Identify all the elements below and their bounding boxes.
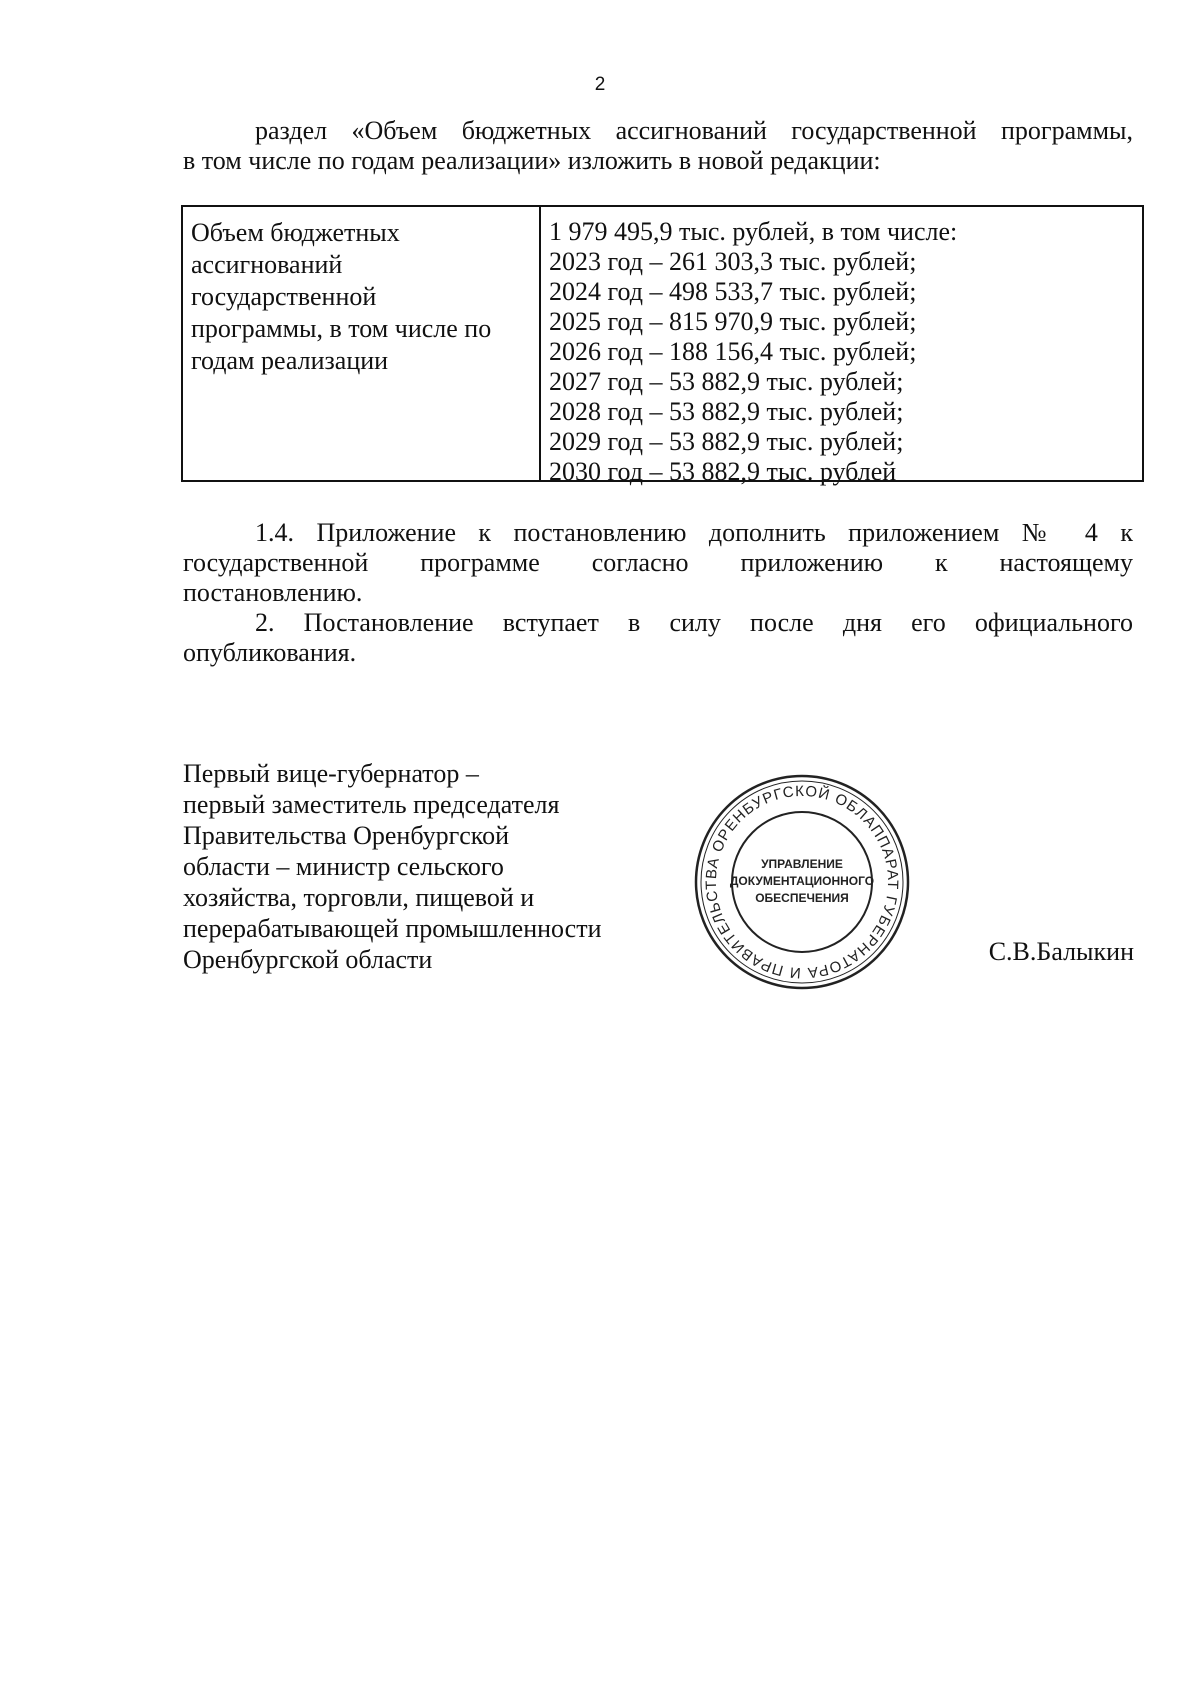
paragraph-1-4-line: 1.4. Приложение к постановлению дополнить приложением № 4 к: [255, 518, 1133, 547]
budget-year-row: 2030 год – 53 882,9 тыс. рублей: [549, 457, 897, 486]
label-line: Объем бюджетных: [191, 218, 400, 247]
position-line: перерабатывающей промышленности: [183, 914, 602, 943]
signatory-name: С.В.Балыкин: [988, 937, 1134, 966]
position-line: первый заместитель председателя: [183, 790, 560, 819]
paragraph-1-4: [183, 518, 1133, 608]
paragraph-2-line: опубликования.: [183, 638, 357, 667]
budget-year-row: 2027 год – 53 882,9 тыс. рублей;: [549, 367, 904, 396]
paragraph-2-line: 2. Постановление вступает в силу после дня его официального: [255, 608, 1133, 637]
budget-table-value-cell: [541, 207, 1142, 486]
budget-year-row: 2029 год – 53 882,9 тыс. рублей;: [549, 427, 904, 456]
budget-year-row: 2025 год – 815 970,9 тыс. рублей;: [549, 307, 917, 336]
position-line: Правительства Оренбургской: [183, 821, 510, 850]
position-line: хозяйства, торговли, пищевой и: [183, 883, 535, 912]
budget-table: [181, 205, 1144, 486]
official-seal: [690, 770, 914, 994]
paragraph-1-4-line: постановлению.: [183, 578, 363, 607]
intro-line-1: раздел «Объем бюджетных ассигнований государственной программы,: [255, 116, 1133, 145]
signatory-position: [183, 758, 683, 975]
paragraph-2: [183, 608, 1133, 668]
seal-center-line: ДОКУМЕНТАЦИОННОГО: [729, 874, 875, 888]
label-line: программы, в том числе по: [191, 314, 492, 343]
budget-year-row: 2023 год – 261 303,3 тыс. рублей;: [549, 247, 917, 276]
seal-center-line: ОБЕСПЕЧЕНИЯ: [755, 891, 849, 905]
seal-center-line: УПРАВЛЕНИЕ: [761, 857, 843, 871]
budget-year-row: 2026 год – 188 156,4 тыс. рублей;: [549, 337, 917, 366]
page-number: 2: [594, 74, 606, 95]
seal-ring-text: АППАРАТ ГУБЕРНАТОРА И ПРАВИТЕЛЬСТВА ОРЕНБУРГСКОЙ ОБЛ: [702, 782, 902, 982]
intro-line-2: в том числе по годам реализации» изложить в новой редакции:: [183, 146, 881, 175]
intro-paragraph: [183, 116, 1133, 176]
label-line: государственной: [191, 282, 377, 311]
position-line: Оренбургской области: [183, 945, 433, 974]
budget-total: 1 979 495,9 тыс. рублей, в том числе:: [549, 217, 958, 246]
seal-graphic: [690, 770, 914, 994]
paragraph-1-4-line: государственной программе согласно приложению к настоящему: [183, 548, 1133, 577]
budget-year-row: 2028 год – 53 882,9 тыс. рублей;: [549, 397, 904, 426]
position-line: Первый вице-губернатор –: [183, 759, 479, 788]
budget-year-row: 2024 год – 498 533,7 тыс. рублей;: [549, 277, 917, 306]
label-line: ассигнований: [191, 250, 343, 279]
position-line: области – министр сельского: [183, 852, 504, 881]
budget-table-label-cell: [183, 207, 541, 480]
label-line: годам реализации: [191, 346, 389, 375]
